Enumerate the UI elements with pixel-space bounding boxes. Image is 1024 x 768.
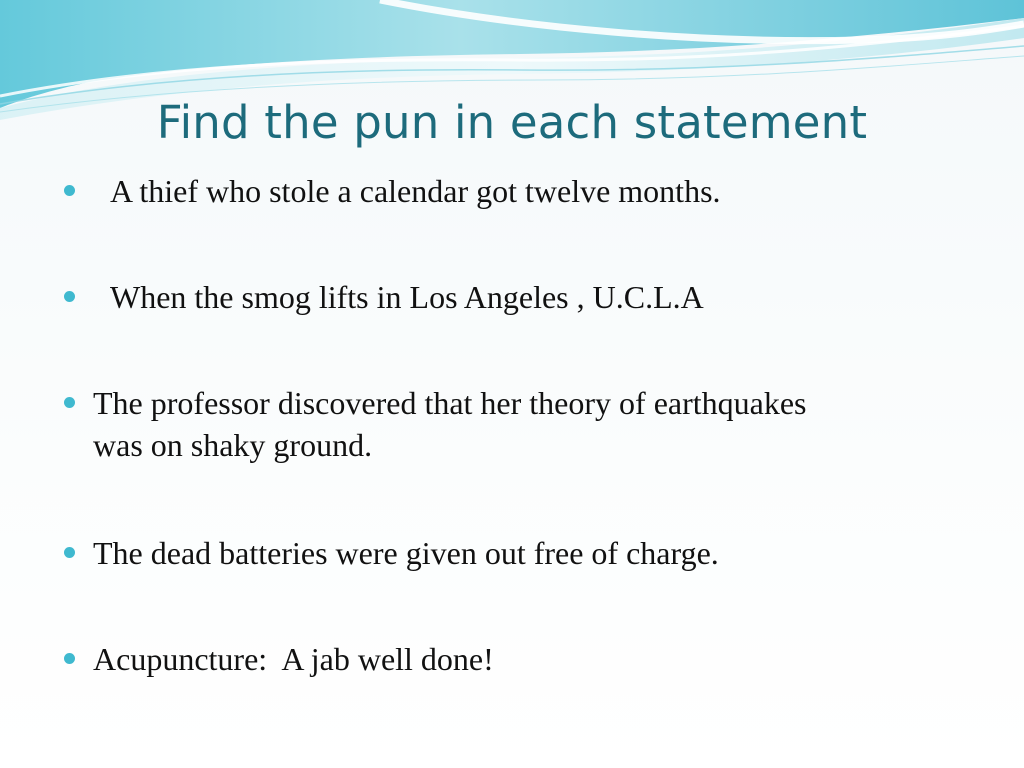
bullet-text: Acupuncture: A jab well done! (93, 641, 494, 677)
bullet-dot-icon (64, 397, 75, 408)
bullet-text: The dead batteries were given out free of charge. (93, 535, 719, 571)
bullet-dot-icon (64, 653, 75, 664)
bullet-text: A thief who stole a calendar got twelve months. (102, 173, 721, 209)
bullet-text: When the smog lifts in Los Angeles , U.C.L.A (102, 279, 704, 315)
bullet-dot-icon (64, 291, 75, 302)
bullet-dot-icon (64, 185, 75, 196)
bullet-text: The professor discovered that her theory of earthquakes was on shaky ground. (93, 385, 815, 463)
bullet-dot-icon (64, 547, 75, 558)
slide-title: Find the pun in each statement (156, 96, 868, 149)
